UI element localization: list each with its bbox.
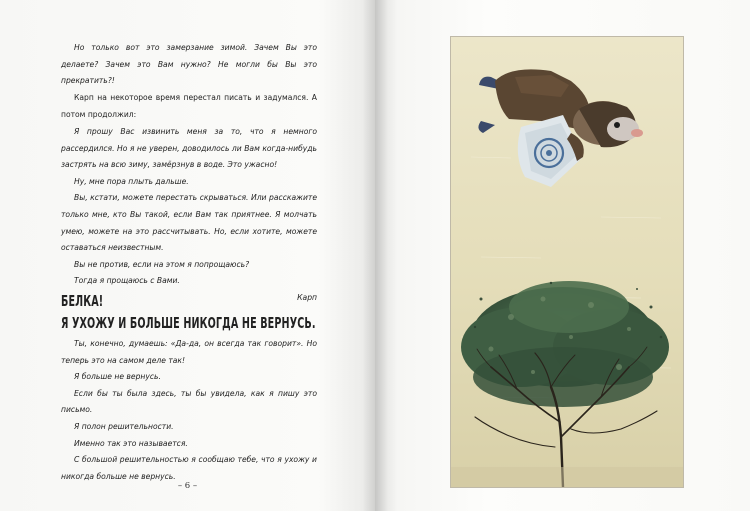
- page-number: – 6 –: [177, 481, 198, 491]
- paragraph: Ну, мне пора плыть дальше.: [74, 176, 189, 186]
- paragraph: Вы, кстати, можете перестать скрываться. Или расскажите только мне, кто Вы такой, если Вам так приятнее. Я молчать умею, можете на это рассчитывать. Но, если хотите, можете оставаться неизвестным.: [61, 193, 317, 253]
- squirrel-letter: [61, 336, 317, 485]
- paragraph: Тогда я прощаюсь с Вами.: [74, 276, 180, 286]
- paragraph: Я прошу Вас извинить меня за то, что я немного рассердился. Но я не уверен, доводилось ли Вам когда-нибудь застрять на всю зиму, замёрзнув в воде. Это ужасно!: [61, 127, 317, 170]
- signature: Карп: [297, 292, 317, 302]
- paragraph: Ты, конечно, думаешь: «Да-да, он всегда так говорит». Но теперь это на самом деле так!: [61, 339, 317, 365]
- paragraph: Карп на некоторое время перестал писать и задумался. А потом продолжил:: [61, 93, 317, 119]
- paragraph: Если бы ты была здесь, ты бы увидела, как я пишу это письмо.: [61, 388, 317, 415]
- letter-to-fish-ending: [61, 40, 317, 90]
- carp-letter: [61, 124, 317, 307]
- illustration-art: [451, 37, 683, 487]
- heading-line: Я УХОЖУ И БОЛЬШЕ НИКОГДА НЕ ВЕРНУСЬ.: [61, 314, 316, 332]
- book-gutter: [362, 0, 388, 511]
- narration: [61, 90, 317, 123]
- heading-line: БЕЛКА!: [61, 292, 104, 310]
- paragraph: Именно так это называется.: [74, 438, 188, 448]
- paragraph: Я больше не вернусь.: [74, 372, 161, 382]
- paragraph: Вы не против, если на этом я попрощаюсь?: [74, 259, 250, 269]
- illustration: [450, 36, 684, 488]
- paragraph: С большой решительностью я сообщаю тебе, что я ухожу и никогда больше не вернусь.: [61, 455, 317, 481]
- paragraph: Но только вот это замерзание зимой. Зачем Вы это делаете? Зачем это Вам нужно? Не могли бы Вы это прекратить?!: [61, 43, 317, 86]
- paragraph: Я полон решительности.: [74, 421, 174, 431]
